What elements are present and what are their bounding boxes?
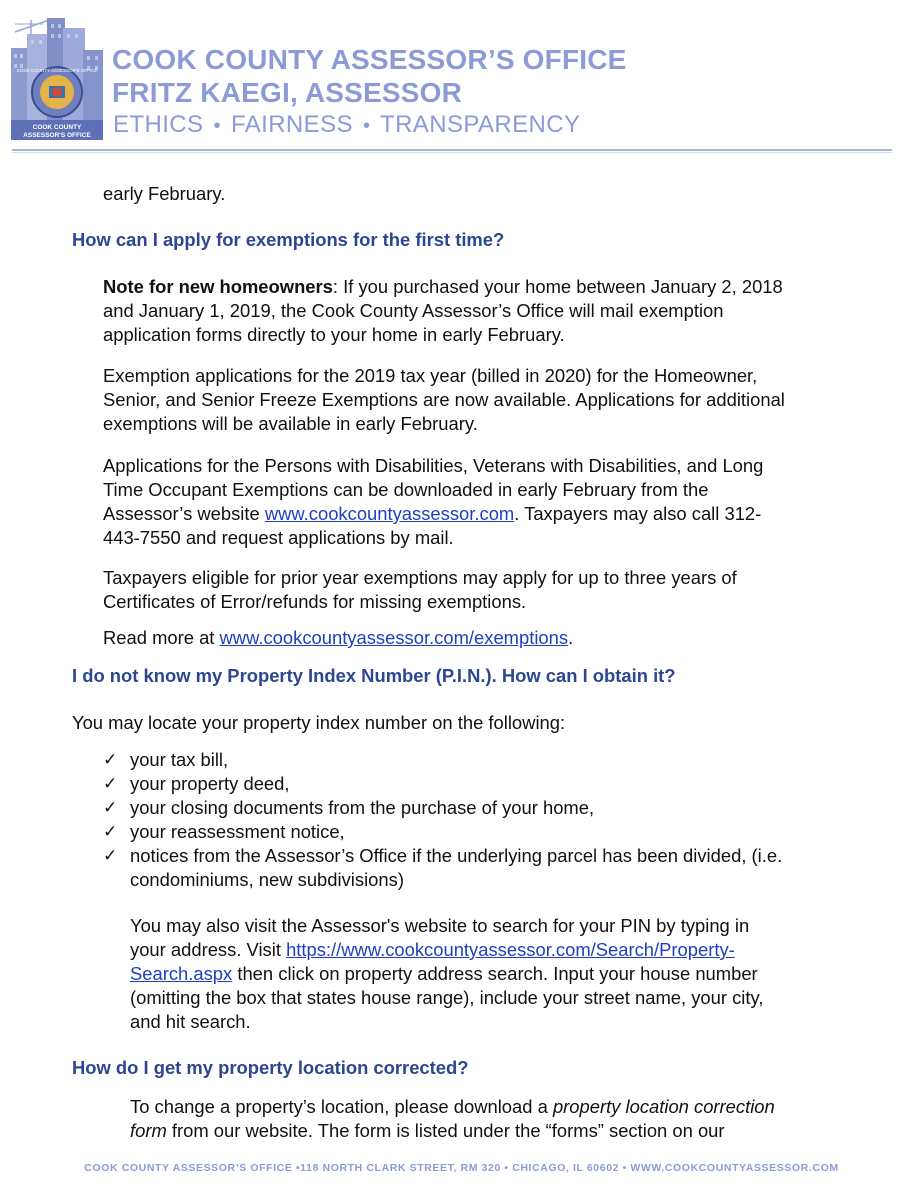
office-title: COOK COUNTY ASSESSOR’S OFFICE — [112, 44, 627, 75]
header-divider-shadow — [12, 152, 892, 153]
header-divider — [12, 149, 892, 151]
tagline-dot: • — [213, 115, 221, 137]
intro-text: early February. — [103, 183, 226, 204]
location-text: from our website. The form is listed under the “forms” section on our — [166, 1120, 725, 1141]
list-item: your closing documents from the purchase of your home, — [130, 797, 595, 818]
note-line-1 — [103, 275, 783, 299]
location-form-name: property location correction — [552, 1096, 775, 1117]
logo-caption-2: ASSESSOR'S OFFICE — [23, 132, 91, 139]
checkmark-icon: ✓ — [103, 846, 118, 865]
location-form-name-cont: form — [130, 1120, 167, 1141]
para3-line-4: 443-7550 and request applications by mail. — [103, 527, 454, 548]
tagline-transparency: TRANSPARENCY — [380, 111, 581, 138]
exemptions-link[interactable]: www.cookcountyassessor.com/exemptions — [219, 627, 569, 648]
tagline-dot: • — [362, 115, 371, 137]
note-line-3: application forms directly to your home in early February. — [103, 324, 565, 345]
visit-line-5: and hit search. — [130, 1011, 251, 1032]
para3-line-1: Applications for the Persons with Disabilities, Veterans with Disabilities, and Long — [103, 455, 764, 476]
read-more-line — [103, 626, 573, 650]
note-text: : If you purchased your home between January 2, 2018 — [332, 276, 783, 297]
list-item: your reassessment notice, — [130, 821, 345, 842]
visit-line-1: You may also visit the Assessor's website to search for your PIN by typing in — [130, 915, 750, 936]
list-item-continued: condominiums, new subdivisions) — [130, 869, 404, 890]
section-heading-exemptions: How can I apply for exemptions for the first time? — [72, 229, 505, 250]
tagline — [113, 111, 580, 139]
letterhead — [0, 0, 923, 160]
para2-line-1: Exemption applications for the 2019 tax year (billed in 2020) for the Homeowner, — [103, 365, 758, 386]
para2-line-3: exemptions will be available in early February. — [103, 413, 478, 434]
checkmark-icon: ✓ — [103, 750, 118, 769]
visit-line-3 — [130, 962, 758, 986]
visit-text: your address. Visit — [130, 939, 287, 960]
tagline-ethics: ETHICS — [113, 111, 204, 138]
read-more-suffix: . — [568, 627, 574, 648]
visit-line-4: (omitting the box that states house range), include your street name, your city, — [130, 987, 764, 1008]
visit-text: then click on property address search. Input your house number — [232, 963, 758, 984]
assessor-building-logo — [9, 10, 105, 142]
footer-address: COOK COUNTY ASSESSOR’S OFFICE •118 NORTH CLARK STREET, RM 320 • CHICAGO, IL 60602 • WWW.COOKCOUNTYASSESSOR.COM — [84, 1162, 839, 1174]
para3-text: Assessor’s website — [103, 503, 265, 524]
para4-line-2: Certificates of Error/refunds for missing exemptions. — [103, 591, 527, 612]
property-search-link-cont[interactable]: Search.aspx — [130, 963, 233, 984]
checkmark-icon: ✓ — [103, 774, 118, 793]
visit-line-2 — [130, 938, 735, 962]
assessor-name: FRITZ KAEGI, ASSESSOR — [112, 77, 463, 108]
assessor-website-link[interactable]: www.cookcountyassessor.com — [264, 503, 515, 524]
para3-text: . Taxpayers may also call 312- — [514, 503, 762, 524]
list-item: notices from the Assessor’s Office if the underlying parcel has been divided, (i.e. — [130, 845, 783, 866]
tagline-fairness: FAIRNESS — [230, 111, 353, 138]
section-heading-pin: I do not know my Property Index Number (P.I.N.). How can I obtain it? — [72, 665, 676, 686]
para2-line-2: Senior, and Senior Freeze Exemptions are now available. Applications for additional — [103, 389, 785, 410]
read-more-prefix: Read more at — [103, 627, 220, 648]
list-item: your tax bill, — [130, 749, 229, 770]
checkmark-icon: ✓ — [103, 822, 118, 841]
para3-line-3 — [103, 502, 761, 526]
property-search-link[interactable]: https://www.cookcountyassessor.com/Search/Property- — [286, 939, 735, 960]
location-line-1 — [130, 1095, 775, 1119]
seal-text: COOK COUNTY ASSESSOR'S OFFICE — [16, 68, 98, 73]
checkmark-icon: ✓ — [103, 798, 118, 817]
note-line-2: and January 1, 2019, the Cook County Assessor’s Office will mail exemption — [103, 300, 724, 321]
location-text: To change a property’s location, please download a — [130, 1096, 553, 1117]
location-line-2 — [130, 1119, 725, 1143]
note-label: Note for new homeowners — [103, 276, 333, 297]
pin-lead: You may locate your property index number on the following: — [72, 712, 566, 733]
logo-caption-1: COOK COUNTY — [32, 124, 82, 131]
para3-line-2: Time Occupant Exemptions can be downloaded in early February from the — [103, 479, 709, 500]
para4-line-1: Taxpayers eligible for prior year exemptions may apply for up to three years of — [103, 567, 737, 588]
list-item: your property deed, — [130, 773, 290, 794]
section-heading-location: How do I get my property location corrected? — [72, 1057, 469, 1078]
